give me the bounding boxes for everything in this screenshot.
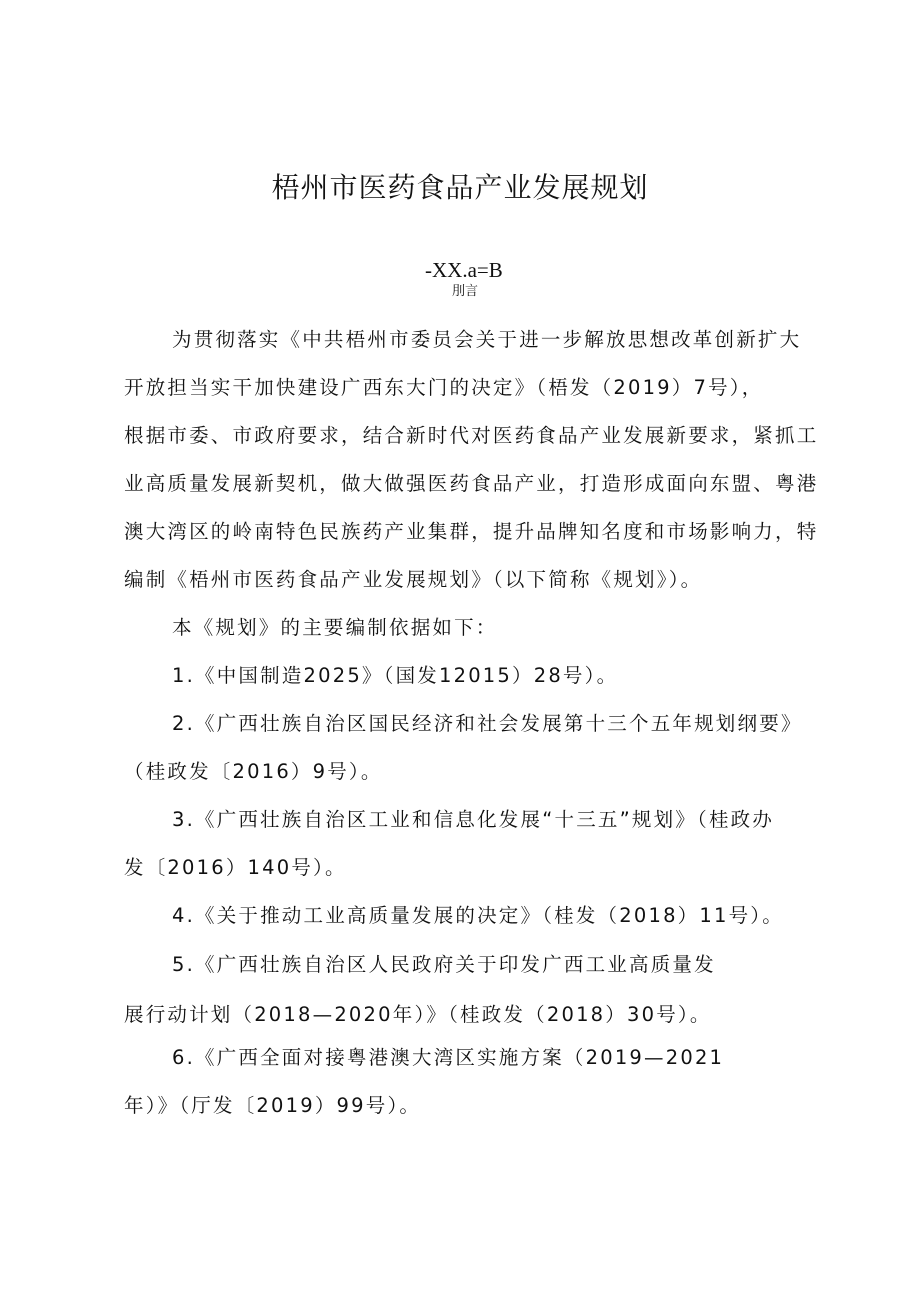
list-item-line: 6.《广西全面对接粤港澳大湾区实施方案（2019—2021: [172, 1046, 725, 1069]
paragraph-line: 业高质量发展新契机，做大做强医药食品产业，打造形成面向东盟、粤港: [124, 472, 819, 495]
paragraph-line: 本《规划》的主要编制依据如下：: [172, 616, 498, 639]
list-item-line: 展行动计划（2018—2020年）》（桂政发（2018）30号）。: [124, 1003, 712, 1026]
list-item-line: 年）》（厅发〔2019）99号）。: [124, 1094, 422, 1117]
list-item-line: 2.《广西壮族自治区国民经济和社会发展第十三个五年规划纲要》: [172, 712, 803, 735]
paragraph-line: 澳大湾区的岭南特色民族药产业集群，提升品牌知名度和市场影响力，特: [124, 520, 819, 543]
paragraph-line: 根据市委、市政府要求，结合新时代对医药食品产业发展新要求，紧抓工: [124, 424, 819, 447]
list-item-line: 发〔2016）140号）。: [124, 856, 347, 879]
list-item-line: 3.《广西壮族自治区工业和信息化发展“十三五”规划》（桂政办: [172, 808, 775, 831]
document-title: 梧州市医药食品产业发展规划: [271, 171, 649, 204]
list-item-line: （桂政发〔2016）9号）。: [124, 760, 383, 783]
paragraph-line: 为贯彻落实《中共梧州市委员会关于进一步解放思想改革创新扩大: [172, 328, 802, 351]
paragraph-line: 编制《梧州市医药食品产业发展规划》（以下简称《规划》）。: [124, 568, 703, 591]
list-item-line: 4.《关于推动工业高质量发展的决定》（桂发（2018）11号）。: [172, 904, 784, 927]
paragraph-line: 开放担当实干加快建设广西东大门的决定》（梧发（2019）7号），: [124, 376, 764, 399]
section-heading: [425, 258, 545, 304]
section-heading-garbled-text: -XX.a=B: [425, 258, 503, 282]
section-heading-garbled-subtext: 刖言: [452, 284, 479, 299]
list-item-line: 1.《中国制造2025》（国发12015）28号）。: [172, 664, 619, 687]
list-item-line: 5.《广西壮族自治区人民政府关于印发广西工业高质量发: [172, 953, 716, 976]
